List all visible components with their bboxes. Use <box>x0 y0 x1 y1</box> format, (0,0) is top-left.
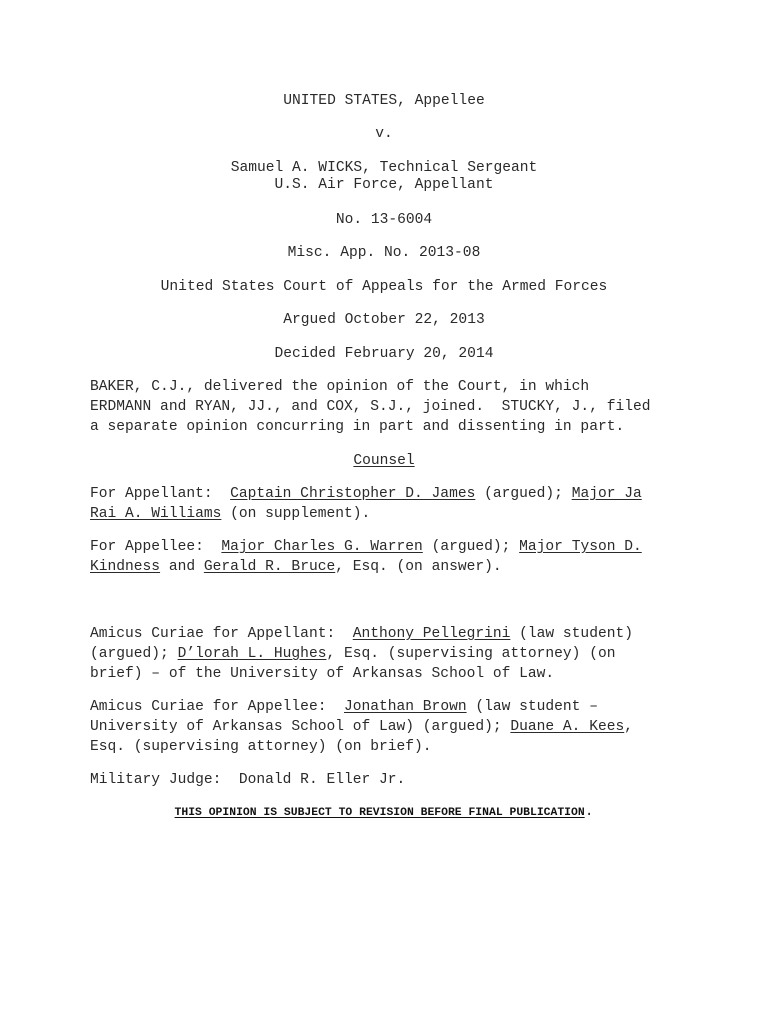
military-judge: Military Judge: Donald R. Eller Jr. <box>90 772 406 788</box>
versus: v. <box>375 126 393 142</box>
counsel-text: , Esq. (on answer). <box>335 559 502 575</box>
amicus-appellee-line1 <box>90 697 598 717</box>
amicus-name: Duane A. Kees <box>510 719 625 735</box>
opinion-line-1: BAKER, C.J., delivered the opinion of the Court, in which <box>90 379 590 395</box>
court-name: United States Court of Appeals for the Armed Forces <box>160 279 608 295</box>
counsel-name: Major Charles G. Warren <box>221 539 423 555</box>
appellant-caption-line2: U.S. Air Force, Appellant <box>274 177 494 193</box>
opinion-line-2: ERDMANN and RYAN, JJ., and COX, S.J., joined. STUCKY, J., filed <box>90 399 651 415</box>
counsel-name: Captain Christopher D. James <box>230 486 476 502</box>
counsel-text: and <box>160 559 204 575</box>
opinion-line-3: a separate opinion concurring in part and dissenting in part. <box>90 419 625 435</box>
counsel-name: Gerald R. Bruce <box>203 559 336 575</box>
argued-date: Argued October 22, 2013 <box>283 312 485 328</box>
appellee-counsel-line2 <box>90 557 502 577</box>
amicus-appellant-line3: brief) – of the University of Arkansas School of Law. <box>90 666 555 682</box>
counsel-heading <box>0 452 768 470</box>
amicus-prefix: Amicus Curiae for Appellee: <box>90 699 344 715</box>
amicus-text: , Esq. (supervising attorney) (on <box>326 646 616 662</box>
counsel-heading-text: Counsel <box>353 453 415 469</box>
amicus-name: Anthony Pellegrini <box>352 626 511 642</box>
amicus-appellant-line1 <box>90 624 633 644</box>
case-number: No. 13-6004 <box>335 212 433 228</box>
amicus-prefix: Amicus Curiae for Appellant: <box>90 626 353 642</box>
counsel-name: Kindness <box>90 559 161 575</box>
publication-notice <box>0 803 768 822</box>
publication-notice-text: THIS OPINION IS SUBJECT TO REVISION BEFORE FINAL PUBLICATION <box>174 807 585 819</box>
misc-app-number: Misc. App. No. 2013-08 <box>287 245 481 261</box>
amicus-text: University of Arkansas School of Law) (argued); <box>90 719 511 735</box>
publication-notice-period: . <box>584 804 594 820</box>
appellant-caption-line1: Samuel A. WICKS, Technical Sergeant <box>230 160 538 176</box>
decided-date: Decided February 20, 2014 <box>274 346 494 362</box>
amicus-text: , <box>624 719 633 735</box>
amicus-name: D’lorah L. Hughes <box>177 646 327 662</box>
counsel-text: (argued); <box>475 486 572 502</box>
appellee-caption: UNITED STATES, Appellee <box>283 93 485 109</box>
appellee-counsel-line1 <box>90 537 642 557</box>
amicus-text: (law student – <box>466 699 598 715</box>
counsel-name: Major Tyson D. <box>519 539 642 555</box>
amicus-text: (argued); <box>90 646 178 662</box>
appellant-counsel-line1 <box>90 484 642 504</box>
appellant-counsel-prefix: For Appellant: <box>90 486 231 502</box>
amicus-text: (law student) <box>510 626 633 642</box>
counsel-text: (argued); <box>422 539 520 555</box>
counsel-name: Major Ja <box>571 486 642 502</box>
counsel-name: Rai A. Williams <box>90 506 222 522</box>
amicus-appellee-line2 <box>90 717 633 737</box>
appellee-counsel-prefix: For Appellee: <box>90 539 222 555</box>
amicus-appellee-line3: Esq. (supervising attorney) (on brief). <box>90 739 432 755</box>
counsel-text: (on supplement). <box>221 506 371 522</box>
amicus-appellant-line2 <box>90 644 615 664</box>
amicus-name: Jonathan Brown <box>343 699 467 715</box>
appellant-counsel-line2 <box>90 504 370 524</box>
